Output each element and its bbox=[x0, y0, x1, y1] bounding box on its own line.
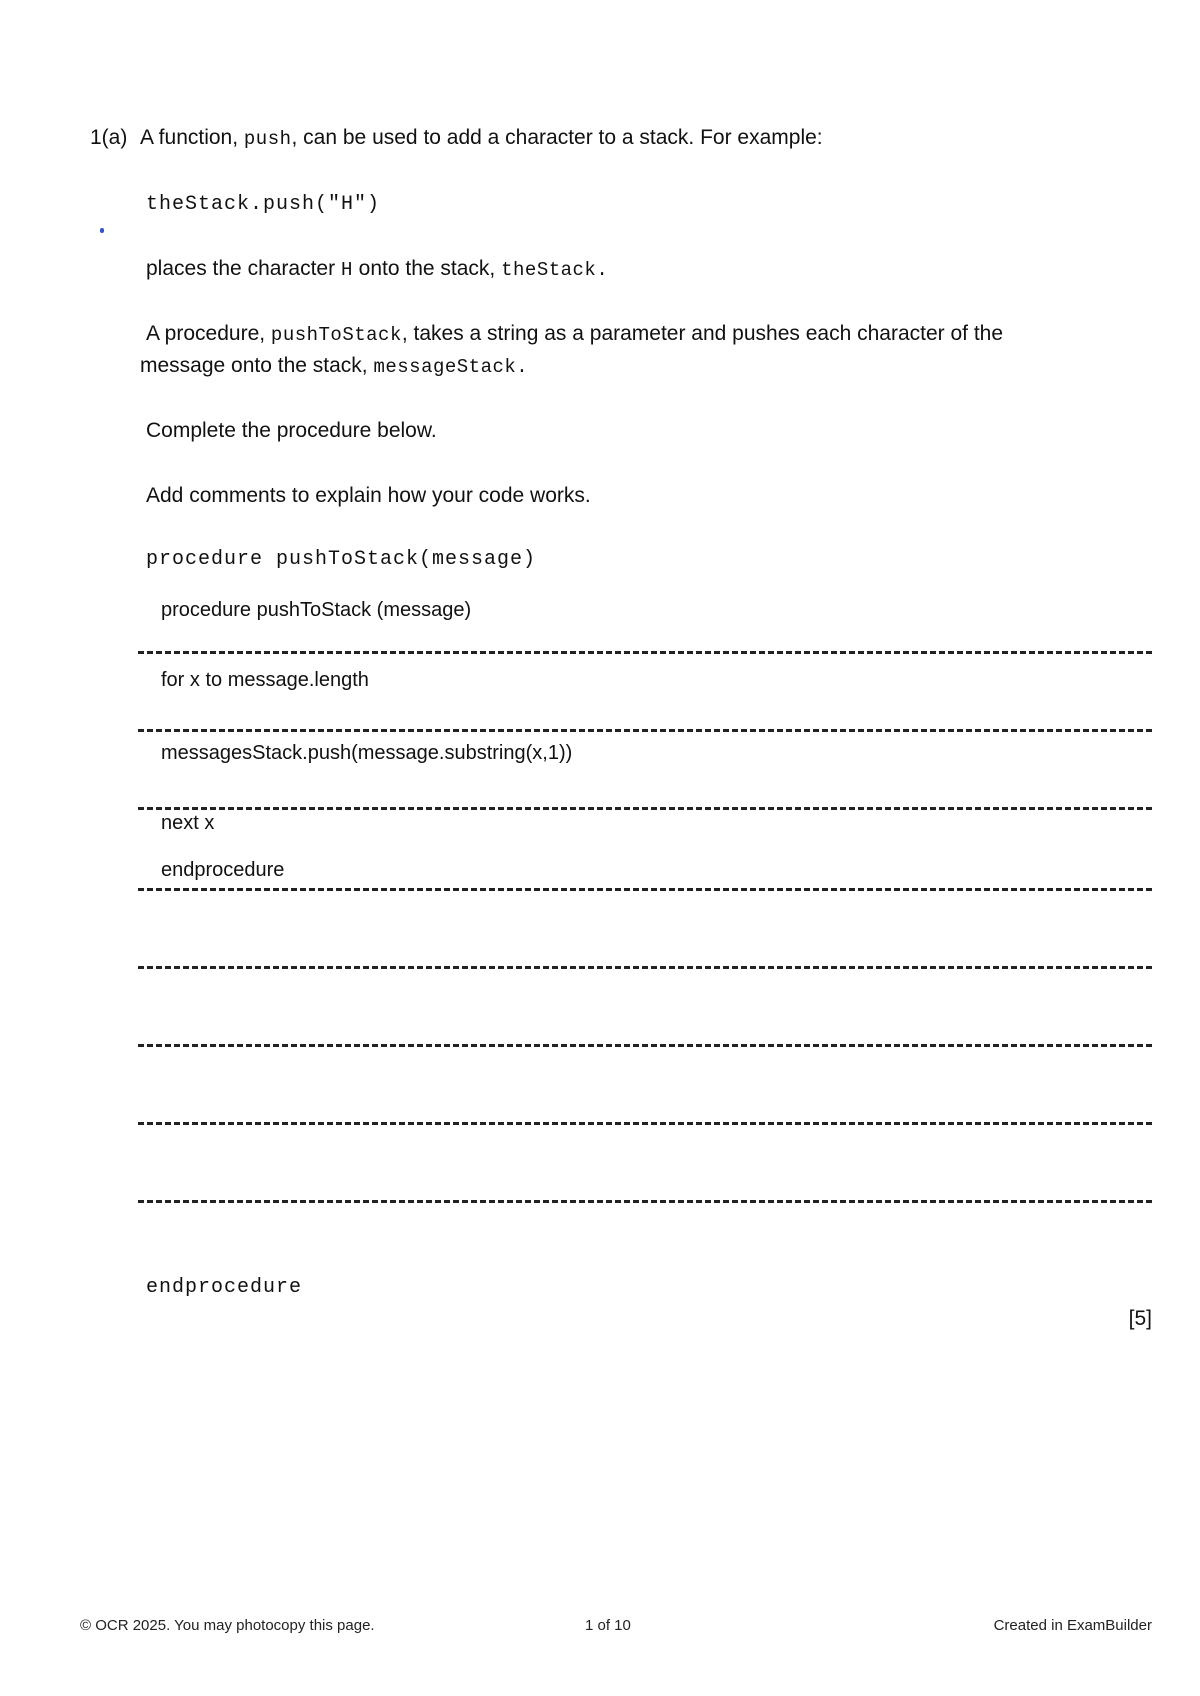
places-sentence bbox=[146, 256, 608, 283]
code-footer: endprocedure bbox=[146, 1276, 303, 1299]
answer-line-1[interactable]: procedure pushToStack (message) bbox=[161, 599, 472, 621]
intro-code: push bbox=[243, 128, 292, 150]
question-number: 1(a) bbox=[90, 126, 128, 149]
answer-line-5[interactable]: endprocedure bbox=[161, 859, 285, 881]
answer-rule-1 bbox=[138, 651, 1152, 654]
answer-line-3[interactable]: messagesStack.push(message.substring(x,1)) bbox=[161, 742, 573, 764]
places-text-pre: places the character bbox=[146, 257, 341, 280]
proc-line2-text: message onto the stack, bbox=[140, 354, 374, 377]
answer-rule-6 bbox=[138, 1044, 1152, 1047]
procedure-sentence-line2 bbox=[140, 353, 528, 380]
proc-text-pre: A procedure, bbox=[146, 322, 271, 345]
footer-copyright: © OCR 2025. You may photocopy this page. bbox=[80, 1617, 375, 1634]
answer-line-2[interactable]: for x to message.length bbox=[161, 669, 369, 691]
intro-text-pre: A function, bbox=[140, 126, 244, 149]
answer-rule-4 bbox=[138, 888, 1152, 891]
answer-line-4[interactable]: next x bbox=[161, 812, 215, 834]
procedure-sentence-line1 bbox=[146, 321, 1003, 348]
answer-rule-7 bbox=[138, 1122, 1152, 1125]
answer-rule-2 bbox=[138, 729, 1152, 732]
answer-rule-8 bbox=[138, 1200, 1152, 1203]
proc-code: pushToStack bbox=[270, 324, 402, 346]
answer-rule-5 bbox=[138, 966, 1152, 969]
places-code: H bbox=[340, 259, 353, 281]
proc-line2-code: messageStack. bbox=[373, 356, 529, 378]
footer-created: Created in ExamBuilder bbox=[993, 1617, 1152, 1634]
code-header: procedure pushToStack(message) bbox=[146, 548, 537, 571]
instruction-complete: Complete the procedure below. bbox=[146, 419, 437, 442]
intro-text-post: , can be used to add a character to a stack. For example: bbox=[291, 126, 823, 149]
footer-page-number: 1 of 10 bbox=[585, 1617, 631, 1634]
answer-rule-3 bbox=[138, 807, 1152, 810]
margin-mark bbox=[100, 228, 104, 233]
places-code-2: theStack. bbox=[501, 259, 609, 281]
instruction-comments: Add comments to explain how your code works. bbox=[146, 484, 591, 507]
marks-label: [5] bbox=[1128, 1307, 1152, 1330]
question-intro bbox=[140, 125, 823, 152]
proc-text-post: , takes a string as a parameter and pushes each character of the bbox=[401, 322, 1004, 345]
example-code: theStack.push("H") bbox=[146, 193, 381, 216]
places-text-mid: onto the stack, bbox=[352, 257, 502, 280]
